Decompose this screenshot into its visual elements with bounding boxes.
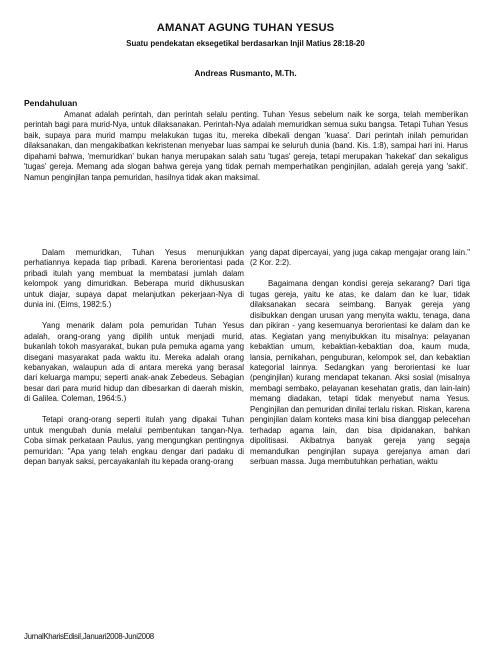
article-subtitle: Suatu pendekatan eksegetikal berdasarkan Injil Matius 28:18-20 [126,39,365,48]
right-paragraph-2: Bagaimana dengan kondisi gereja sekarang? Dari tiga tugas gereja, yaitu ke atas, ke dalam dan ke luar, tidak dilaksanakan secara seimbang. Banyak gereja yang disibukkan dengan urusan yang menyita waktu, tenaga, dana dan pikiran - yang kesemuanya berorientasi ke dalam dan ke atas. Kegiatan yang menyibukkan itu misalnya: pelayanan kebaktian umum, kebaktian-kebaktian doa, kaum muda, lansia, pernikahan, penguburan, kelompok sel, dan kebaktian kategorial lainnya. Sedangkan yang berorientasi ke luar (penginjilan) kurang mendapat tekanan. Aksi sosial (misalnya membagi sembako, pelayanan kesehatan gratis, dan lain-lain) memang diadakan, tetapi tidak menyebut nama Yesus. Penginjilan dan pemuridan dinilai terlalu riskan. Riskan, karena penginjilan dalam konteks masa kini bisa dianggap pelecehan terhadap agama lain, dan bisa dipidanakan, bahkan dipolitisasi. Akibatnya banyak gereja yang segaja memandulkan penginjilan supaya gerejanya aman dari serbuan massa. Juga membutuhkan perhatian, waktu [250,279,470,467]
footer-journal-info: JurnalKharisEdisiI,Januari2008-Juni2008 [24,632,154,641]
left-column [24,248,244,467]
left-paragraph-2: Yang menarik dalam pola pemuridan Tuhan Yesus adalah, orang-orang yang dipilih untuk menjadi murid, bukanlah tokoh masyarakat, bukan pula pemuka agama yang disegani masyarakat pada waktu itu. Mereka adalah orang kebanyakan, walaupun ada di antara mereka yang berasal dari keluarga mampu; seperti anak-anak Zebedeus. Sebagian besar dari para murid hidup dan dibesarkan di daerah miskin, di Galilea. Coleman, 1964:5.) [24,321,244,404]
right-paragraph-1: yang dapat dipercayai, yang juga cakap mengajar orang lain." (2 Kor. 2:2). [250,248,470,268]
article-author: Andreas Rusmanto, M.Th. [194,68,297,78]
left-paragraph-3: Tetapi orang-orang seperti itulah yang dipakai Tuhan untuk mengubah dunia melalui pembentukan tangan-Nya. Coba simak perkataan Paulus, yang mengungkan pentingnya pemuridan: "Apa yang telah engkau dengar dari padaku di depan banyak saksi, percayakanlah itu kepada orang-orang [24,415,244,467]
intro-paragraph: Amanat adalah perintah, dan perintah selalu penting. Tuhan Yesus sebelum naik ke sorga, telah memberikan perintah bagi para murid-Nya, untuk dilaksanakan. Perintah-Nya adalah memuridkan semua suku bangsa. Tetapi Tuhan Yesus baik, supaya para murid mampu melakukan tugas itu, mereka dibekali dengan 'kuasa'. Dari perintah inilah pemuridan dilaksanakan, dan mengakibatkan kekristenan menyebar luas sampai ke seluruh dunia (band. Kis. 1:8), sampai hari ini. Harus dipahami bahwa, 'memuridkan' bukan hanya merupakan salah satu 'tugas' gereja, tetapi merupakan 'hakekat' dan sekaligus 'tugas' gereja. Memang ada slogan bahwa gereja yang tidak pernah memperhatikan penginjilan, adalah gereja yang 'sakit'. Namun penginjilan tanpa pemuridan, hasilnya tidak akan maksimal. [24,110,468,182]
section-heading-pendahuluan: Pendahuluan [24,98,78,108]
article-title: AMANAT AGUNG TUHAN YESUS [156,22,335,34]
right-column [250,248,470,468]
left-paragraph-1: Dalam memuridkan, Tuhan Yesus menunjukkan perhatiannya kepada tiap pribadi. Karena berorientasi pada pribadi itulah yang membuat la membatasi jumlah dalam kelompok yang dimuridkan. Beberapa murid dikhususkan untuk diajar, supaya dapat melanjutkan pekerjaan-Nya di dunia ini. (Eims, 1982:5.) [24,248,244,310]
